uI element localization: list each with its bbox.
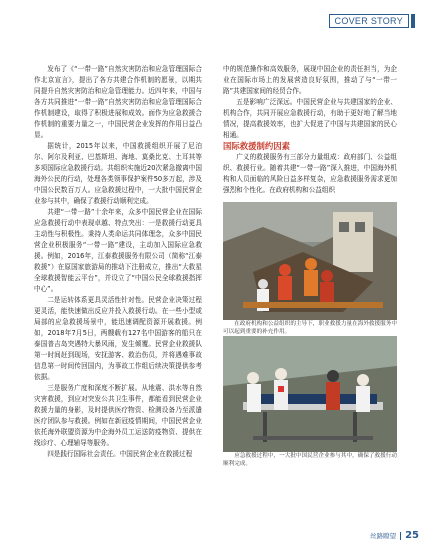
body-paragraph: 共建“一带一路”十余年来，众多中国民营企业在国际应急救援行动中表现卓越、特点突出：一是救援行动更具主动性与积极性。秉持人类命运共同体理念，众多中国民营企业积极服务“一带一路”建设，主动加入国际应急救援。例如，2016年，江泰救援服务有限公司（简称“江泰救援”）在原国家旅游局的推动下注册成立，推出“大救星全球救援智能云平台”，并设立了“中国公民全球救援指挥中心”。	[34, 208, 202, 293]
body-paragraph: 发布了《“一带一路”自然灾害防治和应急管理国际合作北京宣言》，提出了各方共建合作机制的愿景，以期共同提升自然灾害防治和应急管理能力。近四年来，中国与各方共同推进“一带一路”自然灾害防治和应急管理国际合作机制建设，取得了积极进展和成效。面作为应急救援合作机制的重要力量之一，中国民营企业发挥的作用日益凸显。	[34, 65, 202, 139]
body-paragraph: 四是践行国际社会责任。中国民营企业在救援过程	[47, 450, 193, 458]
rescue-photo-1-image	[223, 202, 397, 320]
section-heading: 国际救援制约因素	[223, 141, 290, 151]
footer-divider	[400, 532, 401, 540]
body-paragraph: 三是服务广度和深度不断扩展。从地震、洪水等自然灾害救援，到应对突发公共卫生事件，都能看到民营企业救援力量的身影，及时提供医疗物资、检测设备乃至派遣医疗团队参与救援。例如在新冠疫情期间，中国民营企业依托海外联盟资源为中企海外员工运送防疫物资、提供在线诊疗、心理辅导等服务。	[34, 384, 202, 447]
cover-story-label: COVER STORY	[329, 14, 409, 28]
rescue-photo-2	[223, 336, 397, 452]
body-paragraph: 广义的救援服务有三部分力量组成：政府部门、公益组织、救援行业。随着共建“一带一路”深入推进，中国海外机构和人员面临的风险日益多样复杂，应急救援服务需求更加强烈和个性化。在政府机构和公益组织	[223, 153, 397, 194]
page-number: 25	[405, 530, 419, 541]
left-column	[34, 64, 202, 460]
photo-caption: 在政府机构和公益组织的主导下，职业救援力量在海外救援服务中可以起到重要的补充作用。	[223, 321, 397, 335]
body-paragraph: 中的规范操作和高效服务，展现中国企业的责任担当，为企业在国际市场上的发展营造良好氛围，推动了与“一带一路”共建国家间的经贸合作。	[223, 65, 397, 95]
header-accent-bar	[411, 14, 415, 28]
page-footer	[370, 530, 419, 541]
right-column	[223, 64, 397, 468]
rescue-photo-1	[223, 202, 397, 320]
section-header	[329, 14, 415, 28]
rescue-photo-2-image	[223, 336, 397, 452]
body-paragraph: 据统计，2015年以来，中国救援组织开展了尼泊尔、阿尔及利亚、巴基斯坦、海地、莫桑比克、土耳其等多项国际应急救援行动。共组织实施近20次紧急撤离中国海外公民的行动，处理各类领事保护案件50多万起，涉及中国公民数百万人。应急救援过程中，一大批中国民营企业参与其中，确保了救援行动顺利完成。	[34, 142, 202, 205]
body-paragraph: 五是影响广泛深远。中国民营企业与共建国家的企业、机构合作，共同开展应急救援行动，有助于更好地了解当地情况，提高救援效率，也扩大促进了中国与共建国家的民心相通。	[223, 98, 397, 139]
body-paragraph: 二是运转体系更具灵活性针对性。民营企业决策过程更灵活，能快速做出反应并投入救援行动。在一些小型或局部的应急救援场景中，能迅速调配资源开展救援。例如，2018年7月5日，两艘载有127名中国游客的船只在泰国普吉岛突遇特大暴风雨，发生倾覆。民营企业救援队第一时间赶到现场，安抚游客、救治伤员，并将遇难事故信息第一时间传回国内，为事故工作组后续决策提供参考依据。	[34, 296, 202, 381]
photo-caption: 应急救援过程中，一大批中国民营企业参与其中，确保了救援行动顺利完成。	[223, 453, 397, 467]
magazine-name: 丝路瞭望	[370, 532, 397, 540]
